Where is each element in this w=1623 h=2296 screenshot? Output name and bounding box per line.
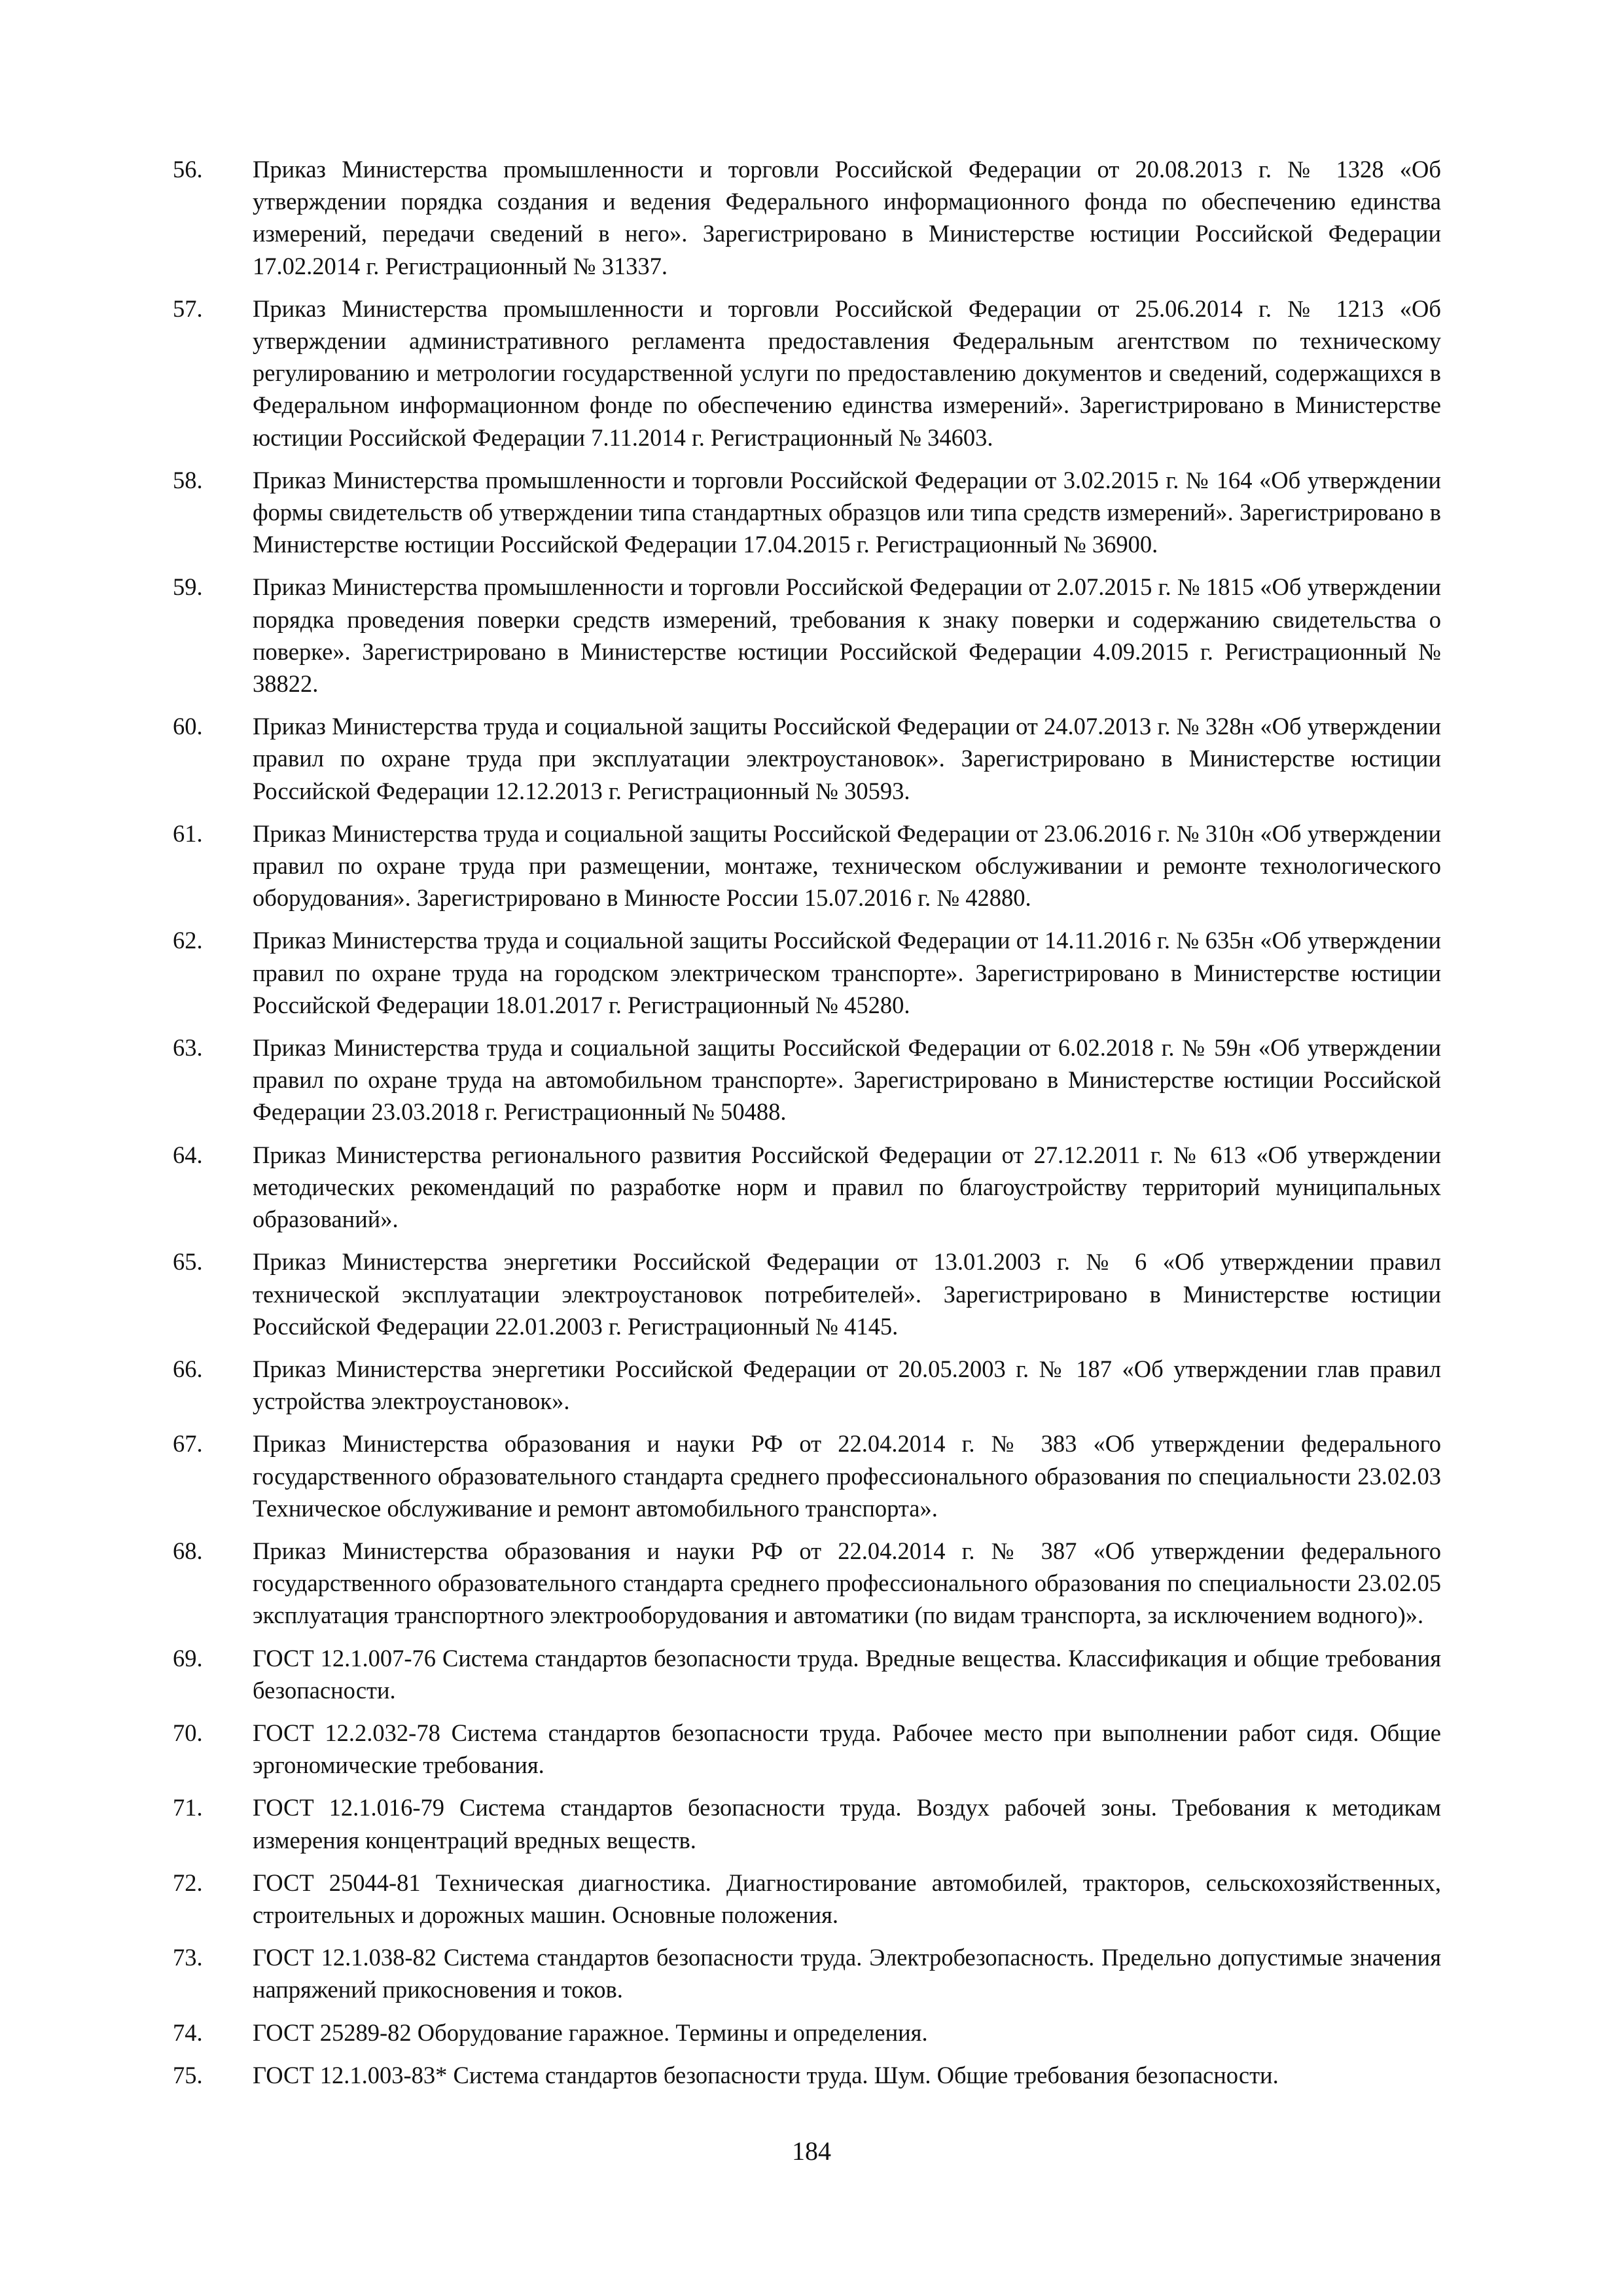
list-item-number: 75. xyxy=(173,2061,203,2089)
list-item-text: ГОСТ 25289-82 Оборудование гаражное. Термины и определения. xyxy=(253,2018,928,2046)
list-item-text: ГОСТ 12.1.007-76 Система стандартов безопасности труда. Вредные вещества. Классификация и общие требования безопасности. xyxy=(253,1644,1441,1704)
list-item xyxy=(171,1791,1441,1856)
list-item-text: Приказ Министерства труда и социальной защиты Российской Федерации от 23.06.2016 г. № 310н «Об утверждении правил по охране труда при размещении, монтаже, техническом обслуживании и ремонте технологического оборудования». Зарегистрировано в Минюсте России 15.07.2016 г. № 42880. xyxy=(253,819,1441,912)
list-item xyxy=(171,1941,1441,2005)
list-item-number: 57. xyxy=(173,295,203,322)
list-item-number: 64. xyxy=(173,1141,203,1168)
list-item-number: 68. xyxy=(173,1537,203,1564)
list-item xyxy=(171,1867,1441,1931)
list-item-text: Приказ Министерства труда и социальной защиты Российской Федерации от 6.02.2018 г. № 59н «Об утверждении правил по охране труда на автомобильном транспорте». Зарегистрировано в Министерстве юстиции Российской Федерации 23.03.2018 г. Регистрационный № 50488. xyxy=(253,1034,1441,1126)
list-item-text: ГОСТ 12.1.038-82 Система стандартов безопасности труда. Электробезопасность. Предельно допустимые значения напряжений прикосновения и токов. xyxy=(253,1944,1441,2003)
list-item-number: 62. xyxy=(173,927,203,954)
list-item xyxy=(171,817,1441,914)
list-item-number: 69. xyxy=(173,1644,203,1672)
list-item xyxy=(171,153,1441,282)
list-item-number: 74. xyxy=(173,2018,203,2046)
list-item-text: Приказ Министерства образования и науки РФ от 22.04.2014 г. № 383 «Об утверждении федерального государственного образовательного стандарта среднего профессионального образования по специальности 23.02.03 Техническое обслуживание и ремонт автомобильного транспорта». xyxy=(253,1430,1441,1522)
list-item-text: Приказ Министерства промышленности и торговли Российской Федерации от 2.07.2015 г. № 1815 «Об утверждении порядка проведения поверки средств измерений, требования к знаку поверки и содержанию свидетельства о поверке». Зарегистрировано в Министерстве юстиции Российской Федерации 4.09.2015 г. Регистрационный № 38822. xyxy=(253,573,1441,698)
list-item-text: Приказ Министерства труда и социальной защиты Российской Федерации от 24.07.2013 г. № 328н «Об утверждении правил по охране труда при эксплуатации электроустановок». Зарегистрировано в Министерстве юстиции Российской Федерации 12.12.2013 г. Регистрационный № 30593. xyxy=(253,713,1441,804)
list-item xyxy=(171,1535,1441,1632)
list-item xyxy=(171,1427,1441,1524)
list-item-text: Приказ Министерства труда и социальной защиты Российской Федерации от 14.11.2016 г. № 635н «Об утверждении правил по охране труда на городском электрическом транспорте». Зарегистрировано в Министерстве юстиции Российской Федерации 18.01.2017 г. Регистрационный № 45280. xyxy=(253,927,1441,1018)
list-item-text: ГОСТ 25044-81 Техническая диагностика. Диагностирование автомобилей, тракторов, сельскохозяйственных, строительных и дорожных машин. Основные положения. xyxy=(253,1869,1441,1928)
list-item xyxy=(171,2059,1441,2091)
list-item-number: 61. xyxy=(173,819,203,847)
list-item-number: 67. xyxy=(173,1430,203,1458)
list-item-number: 58. xyxy=(173,466,203,493)
list-item-number: 60. xyxy=(173,713,203,740)
list-item-text: Приказ Министерства образования и науки РФ от 22.04.2014 г. № 387 «Об утверждении федерального государственного образовательного стандарта среднего профессионального образования по специальности 23.02.05 эксплуатация транспортного электрооборудования и автоматики (по видам транспорта, за исключением водного)». xyxy=(253,1537,1441,1629)
list-item-text: Приказ Министерства энергетики Российской Федерации от 20.05.2003 г. № 187 «Об утверждении глав правил устройства электроустановок». xyxy=(253,1355,1441,1415)
list-item-text: Приказ Министерства промышленности и торговли Российской Федерации от 20.08.2013 г. № 1328 «Об утверждении порядка создания и ведения Федерального информационного фонда по обеспечению единства измерений, передачи сведений в него». Зарегистрировано в Министерстве юстиции Российской Федерации 17.02.2014 г. Регистрационный № 31337. xyxy=(253,156,1441,279)
reference-list xyxy=(171,153,1441,2102)
list-item-text: Приказ Министерства энергетики Российской Федерации от 13.01.2003 г. № 6 «Об утверждении правил технической эксплуатации электроустановок потребителей». Зарегистрировано в Министерстве юстиции Российской Федерации 22.01.2003 г. Регистрационный № 4145. xyxy=(253,1248,1441,1340)
list-item xyxy=(171,1353,1441,1417)
list-item xyxy=(171,924,1441,1021)
list-item-text: ГОСТ 12.1.016-79 Система стандартов безопасности труда. Воздух рабочей зоны. Требования к методикам измерения концентраций вредных веществ. xyxy=(253,1794,1441,1854)
list-item-number: 73. xyxy=(173,1944,203,1971)
list-item-number: 71. xyxy=(173,1794,203,1821)
list-item-number: 56. xyxy=(173,156,203,183)
list-item-number: 72. xyxy=(173,1869,203,1896)
list-item-text: Приказ Министерства промышленности и торговли Российской Федерации от 25.06.2014 г. № 1213 «Об утверждении административного регламента предоставления Федеральным агентством по техническому регулированию и метрологии государственной услуги по предоставлению документов и сведений, содержащихся в Федеральном информационном фонде по обеспечению единства измерений». Зарегистрировано в Министерстве юстиции Российской Федерации 7.11.2014 г. Регистрационный № 34603. xyxy=(253,295,1441,451)
list-item xyxy=(171,1717,1441,1781)
list-item xyxy=(171,1139,1441,1236)
list-item-number: 59. xyxy=(173,573,203,601)
list-item-text: Приказ Министерства промышленности и торговли Российской Федерации от 3.02.2015 г. № 164 «Об утверждении формы свидетельств об утверждении типа стандартных образцов или типа средств измерений». Зарегистрировано в Министерстве юстиции Российской Федерации 17.04.2015 г. Регистрационный № 36900. xyxy=(253,466,1441,558)
list-item xyxy=(171,1031,1441,1128)
list-item-number: 63. xyxy=(173,1034,203,1062)
list-item-number: 66. xyxy=(173,1355,203,1382)
list-item xyxy=(171,1246,1441,1342)
list-item-text: ГОСТ 12.1.003-83* Система стандартов безопасности труда. Шум. Общие требования безопасности. xyxy=(253,2061,1279,2089)
list-item xyxy=(171,464,1441,561)
list-item xyxy=(171,293,1441,454)
list-item-number: 70. xyxy=(173,1719,203,1746)
list-item-text: ГОСТ 12.2.032-78 Система стандартов безопасности труда. Рабочее место при выполнении работ сидя. Общие эргономические требования. xyxy=(253,1719,1441,1779)
list-item-number: 65. xyxy=(173,1248,203,1276)
list-item-text: Приказ Министерства регионального развития Российской Федерации от 27.12.2011 г. № 613 «Об утверждении методических рекомендаций по разработке норм и правил по благоустройству территорий муниципальных образований». xyxy=(253,1141,1441,1233)
page-number: 184 xyxy=(792,2136,831,2166)
list-item xyxy=(171,2017,1441,2049)
list-item xyxy=(171,710,1441,807)
list-item xyxy=(171,1642,1441,1706)
list-item xyxy=(171,571,1441,700)
